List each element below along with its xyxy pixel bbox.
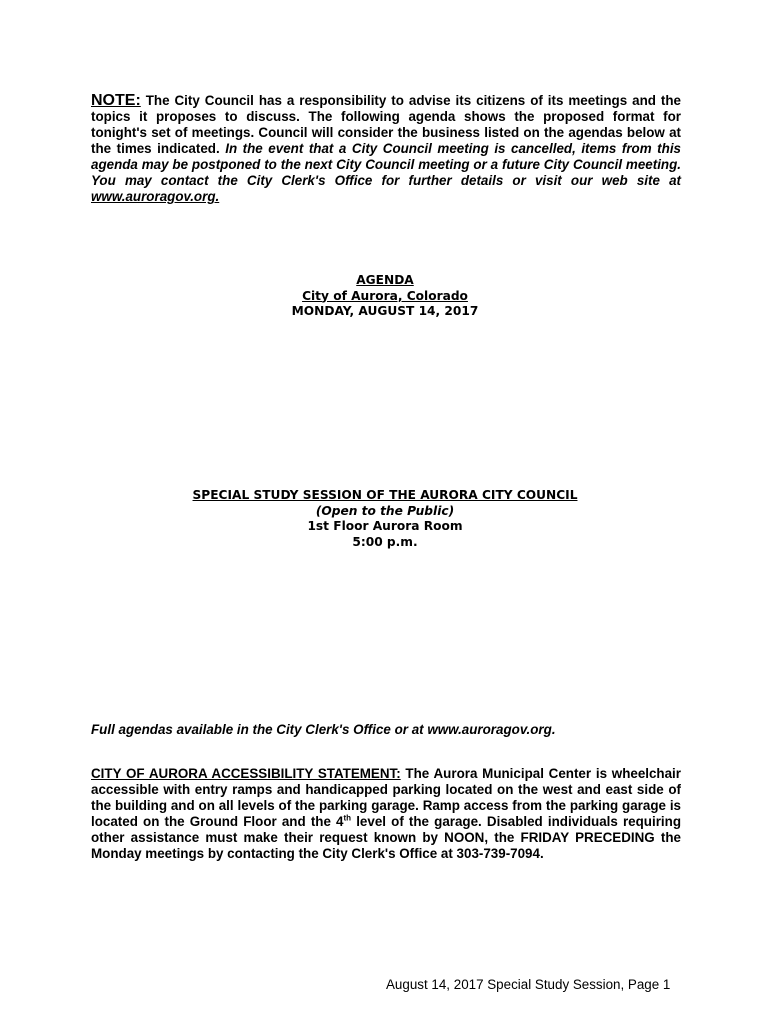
accessibility-text-2: level of the garage. Disabled individuals requiring other assistance must make their request known by NOON, the FRIDAY PRECEDING the Monday meetings by contacting the City Clerk's Office at 303-739-7094. (91, 814, 681, 861)
accessibility-text-1: The Aurora Municipal Center is wheelchair accessible with entry ramps and handicapped parking located on the west and east side of the building and on all levels of the parking garage. Ramp access from the parking garage is located on the Ground Floor and the 4 (91, 766, 681, 829)
agenda-date: MONDAY, AUGUST 14, 2017 (291, 304, 479, 318)
agenda-header (0, 273, 770, 320)
note-italic-text: In the event that a City Council meeting is cancelled, items from this agenda may be postponed to the next City Council meeting or a future City Council meeting. You may contact the City Clerk's Office for further details or visit our web site at (91, 141, 681, 188)
note-paragraph (91, 93, 681, 205)
session-time: 5:00 p.m. (352, 534, 418, 549)
session-open-note: (Open to the Public) (315, 503, 455, 518)
accessibility-statement (91, 766, 681, 862)
agenda-heading: AGENDA (356, 273, 414, 287)
note-text: The City Council has a responsibility to advise its citizens of its meetings and the topics it proposes to discuss. The following agenda shows the proposed format for tonight's set of meetings. Council will consider the business listed on the agendas below at the times indicated. (91, 93, 681, 156)
session-header (0, 488, 770, 550)
website-link[interactable]: www.auroragov.org. (91, 189, 220, 204)
agenda-city: City of Aurora, Colorado (302, 288, 468, 303)
full-agendas-note: Full agendas available in the City Clerk's Office or at www.auroragov.org. (91, 722, 556, 737)
session-title: SPECIAL STUDY SESSION OF THE AURORA CITY COUNCIL (192, 488, 578, 502)
note-label: NOTE: (91, 92, 141, 109)
accessibility-sup: th (343, 813, 352, 823)
accessibility-label: CITY OF AURORA ACCESSIBILITY STATEMENT: (91, 766, 401, 781)
session-room: 1st Floor Aurora Room (307, 519, 463, 533)
page-footer: August 14, 2017 Special Study Session, Page 1 (386, 977, 671, 992)
